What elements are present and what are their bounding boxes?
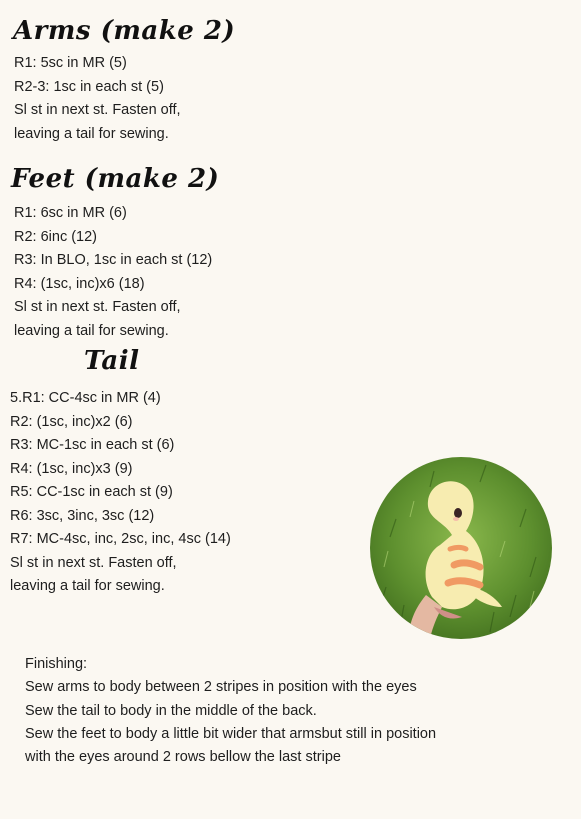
feet-line: R2: 6inc (12) (14, 228, 98, 245)
feet-line: R3: In BLO, 1sc in each st (12) (14, 252, 213, 268)
tail-line: R5: CC-1sc in each st (9) (10, 484, 173, 500)
finishing-line: with the eyes around 2 rows bellow the last stripe (25, 749, 341, 766)
arms-instructions (14, 52, 181, 146)
tail-line: R3: MC-1sc in each st (6) (10, 437, 175, 453)
tail-line: R2: (1sc, inc)x2 (6) (10, 413, 133, 430)
feet-instructions (14, 202, 212, 343)
finishing-line: Sew the tail to body in the middle of the back. (25, 702, 317, 719)
tail-line: 5.R1: CC-4sc in MR (4) (10, 390, 161, 406)
feet-line: leaving a tail for sewing. (14, 322, 169, 339)
tail-line: R4: (1sc, inc)x3 (9) (10, 460, 133, 477)
tail-heading: Tail (84, 346, 140, 376)
finishing-title: Finishing: (25, 656, 88, 672)
tail-line: leaving a tail for sewing. (10, 578, 165, 594)
finishing-line: Sew the feet to body a little bit wider that armsbut still in position (25, 725, 437, 742)
feet-line: R4: (1sc, inc)x6 (18) (14, 275, 145, 292)
feet-heading: Feet (make 2) (11, 164, 220, 194)
tail-line: R7: MC-4sc, inc, 2sc, inc, 4sc (14) (10, 531, 231, 547)
tail-instructions (10, 387, 231, 599)
arms-line: leaving a tail for sewing. (14, 125, 169, 142)
finishing-line: Sew arms to body between 2 stripes in position with the eyes (25, 679, 417, 696)
amigurumi-photo (370, 457, 552, 639)
arms-line: Sl st in next st. Fasten off, (14, 102, 181, 118)
arms-line: R2-3: 1sc in each st (5) (14, 78, 164, 95)
tail-line: Sl st in next st. Fasten off, (10, 554, 177, 571)
tail-line: R6: 3sc, 3inc, 3sc (12) (10, 507, 155, 524)
arms-line: R1: 5sc in MR (5) (14, 55, 127, 71)
arms-heading: Arms (make 2) (13, 16, 236, 46)
feet-line: Sl st in next st. Fasten off, (14, 299, 181, 315)
finishing-instructions (25, 653, 436, 769)
feet-line: R1: 6sc in MR (6) (14, 205, 127, 221)
